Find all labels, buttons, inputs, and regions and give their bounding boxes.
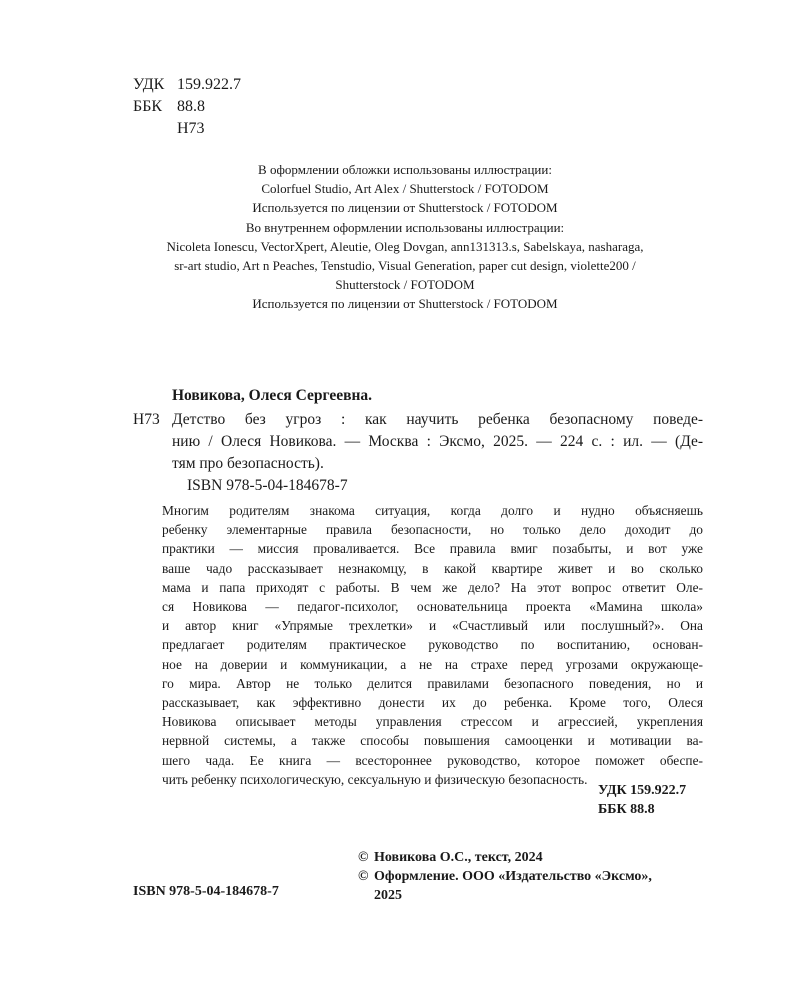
credits-line: Colorfuel Studio, Art Alex / Shutterstock / FOTODOM [261,181,549,196]
bbk-label: ББК [133,98,163,115]
catalog-line: нию / Олеся Новикова. — Москва : Эксмо, 2025. — 224 с. : ил. — (Де- [172,433,703,450]
copyright-block [358,848,708,905]
catalog-description [172,409,703,475]
bbk-value: 88.8 [177,98,205,115]
abstract-line: ваше чадо рассказывает незнакомцу, в какой квартире живет и во сколько [162,560,703,576]
abstract-line: мама и папа приходят с работы. В чем же дело? На этот вопрос ответит Оле- [162,579,703,595]
classification-block [133,74,241,140]
copyright-text: 2025 [374,888,402,903]
credits-line: Во внутреннем оформлении использованы иллюстрации: [245,220,565,235]
abstract-line: практики — миссия проваливается. Все правила вмиг позабыты, и вот уже [162,541,703,557]
abstract-line: чить ребенку психологическую, сексуальную и физическую безопасность. [162,771,588,787]
copyright-text: Оформление. ООО «Издательство «Эксмо», [374,869,652,884]
abstract-line: ребенку элементарные правила безопасности, но только дело доходит до [162,522,703,538]
credits-line: Nicoleta Ionescu, VectorXpert, Aleutie, Oleg Dovgan, ann131313.s, Sabelskaya, nasharaga, [166,239,644,254]
bbk-row [133,96,241,118]
abstract [162,501,703,789]
copyright-symbol: © [358,869,369,884]
catalog-entry [133,409,703,475]
abstract-line: го мира. Автор не только делится правилами безопасного поведения, но и [162,675,703,691]
abstract-line: рассказывает, как эффективно донести их до ребенка. Кроме того, Олеся [162,695,703,711]
copyright-author [358,848,708,867]
credits-line: Shutterstock / FOTODOM [335,277,475,292]
copyright-design [358,867,708,886]
credits-line: Используется по лицензии от Shutterstock / FOTODOM [252,200,558,215]
udk-row [133,74,241,96]
copyright-symbol: © [358,850,369,865]
abstract-line: шего чада. Ее книга — всестороннее руководство, которое поможет обеспе- [162,752,703,768]
codes-summary [598,781,686,819]
catalog-author: Новикова, Олеся Сергеевна. [172,387,373,404]
abstract-line: Многим родителям знакома ситуация, когда долго и нудно объясняешь [162,503,703,518]
catalog-code: Н73 [133,411,160,428]
udk-summary: УДК 159.922.7 [598,783,687,798]
copyright-year [358,886,708,905]
udk-label: УДК [133,76,165,93]
bbk-summary: ББК 88.8 [598,802,655,817]
catalog-line: тям про безопасность). [172,455,324,472]
udk-value: 159.922.7 [177,76,241,93]
author-mark: Н73 [177,120,205,137]
abstract-line: нервной системы, а также способы повышения самооценки и мотивации ва- [162,733,703,749]
inner-credits [140,218,670,313]
catalog-isbn: ISBN 978-5-04-184678-7 [187,477,348,494]
abstract-line: ное на доверии и коммуникации, а не на страхе перед угрозами окружающе- [162,656,703,672]
credits-line: sr-art studio, Art n Peaches, Tenstudio, Visual Generation, paper cut design, violette200 / [174,258,636,273]
credits-line: Используется по лицензии от Shutterstock / FOTODOM [252,296,558,311]
abstract-line: и автор книг «Упрямые трехлетки» и «Счастливый или послушный?». Она [162,618,703,634]
copyright-text: Новикова О.С., текст, 2024 [374,850,543,865]
abstract-line: предлагает родителям практическое руководство по воспитанию, основан- [162,637,703,653]
credits-line: В оформлении обложки использованы иллюстрации: [258,162,552,177]
catalog-line: Детство без угроз : как научить ребенка безопасному поведе- [172,411,703,428]
cover-credits [140,160,670,217]
isbn-bottom: ISBN 978-5-04-184678-7 [133,884,279,899]
abstract-line: ся Новикова — педагог-психолог, основательница проекта «Мамина школа» [162,599,703,615]
abstract-line: Новикова описывает методы управления стрессом и агрессией, укрепления [162,714,703,730]
